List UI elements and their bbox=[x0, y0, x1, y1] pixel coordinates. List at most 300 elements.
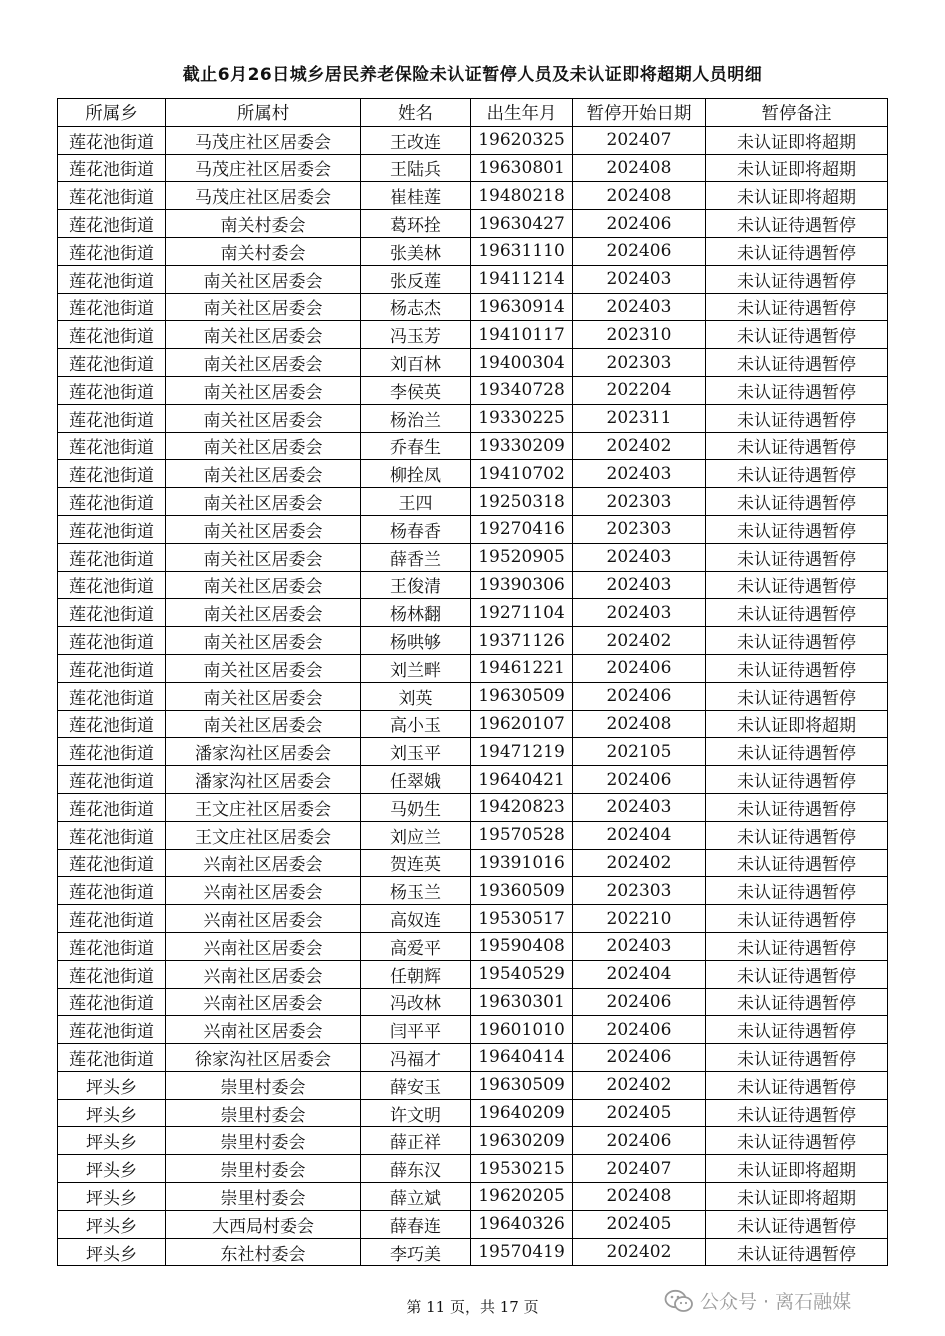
cell-birth-date: 19330225 bbox=[471, 404, 573, 432]
cell-name: 刘兰畔 bbox=[361, 654, 471, 682]
cell-birth-date: 19250318 bbox=[471, 488, 573, 516]
cell-birth-date: 19640209 bbox=[471, 1099, 573, 1127]
table-row bbox=[58, 404, 888, 432]
cell-suspend-start: 202404 bbox=[573, 960, 706, 988]
cell-village: 徐家沟社区居委会 bbox=[166, 1044, 361, 1072]
cell-village: 南关社区居委会 bbox=[166, 710, 361, 738]
cell-suspend-start: 202404 bbox=[573, 821, 706, 849]
cell-suspend-note: 未认证待遇暂停 bbox=[706, 376, 888, 404]
cell-name: 马奶生 bbox=[361, 793, 471, 821]
cell-name: 崔桂莲 bbox=[361, 182, 471, 210]
cell-township: 莲花池街道 bbox=[58, 821, 166, 849]
header-name: 姓名 bbox=[361, 99, 471, 127]
cell-suspend-note: 未认证待遇暂停 bbox=[706, 321, 888, 349]
cell-suspend-start: 202402 bbox=[573, 849, 706, 877]
cell-township: 莲花池街道 bbox=[58, 321, 166, 349]
cell-suspend-start: 202403 bbox=[573, 543, 706, 571]
cell-suspend-start: 202303 bbox=[573, 877, 706, 905]
cell-suspend-note: 未认证待遇暂停 bbox=[706, 404, 888, 432]
cell-birth-date: 19271104 bbox=[471, 599, 573, 627]
table-row bbox=[58, 821, 888, 849]
cell-birth-date: 19471219 bbox=[471, 738, 573, 766]
table-row bbox=[58, 766, 888, 794]
cell-birth-date: 19620325 bbox=[471, 126, 573, 154]
table-row bbox=[58, 738, 888, 766]
cell-suspend-note: 未认证待遇暂停 bbox=[706, 543, 888, 571]
cell-birth-date: 19340728 bbox=[471, 376, 573, 404]
cell-name: 薛春连 bbox=[361, 1210, 471, 1238]
cell-township: 莲花池街道 bbox=[58, 738, 166, 766]
cell-birth-date: 19540529 bbox=[471, 960, 573, 988]
cell-suspend-start: 202405 bbox=[573, 1099, 706, 1127]
cell-name: 薛立斌 bbox=[361, 1183, 471, 1211]
cell-suspend-start: 202402 bbox=[573, 1071, 706, 1099]
cell-village: 南关社区居委会 bbox=[166, 404, 361, 432]
cell-suspend-start: 202402 bbox=[573, 1238, 706, 1266]
cell-suspend-start: 202406 bbox=[573, 988, 706, 1016]
cell-village: 南关社区居委会 bbox=[166, 599, 361, 627]
cell-birth-date: 19640421 bbox=[471, 766, 573, 794]
table-row bbox=[58, 349, 888, 377]
cell-suspend-note: 未认证即将超期 bbox=[706, 710, 888, 738]
cell-birth-date: 19640326 bbox=[471, 1210, 573, 1238]
cell-village: 南关社区居委会 bbox=[166, 349, 361, 377]
cell-birth-date: 19640414 bbox=[471, 1044, 573, 1072]
cell-suspend-note: 未认证待遇暂停 bbox=[706, 821, 888, 849]
header-village: 所属村 bbox=[166, 99, 361, 127]
cell-township: 莲花池街道 bbox=[58, 349, 166, 377]
cell-suspend-start: 202403 bbox=[573, 571, 706, 599]
cell-township: 坪头乡 bbox=[58, 1238, 166, 1266]
cell-suspend-start: 202311 bbox=[573, 404, 706, 432]
cell-name: 闫平平 bbox=[361, 1016, 471, 1044]
cell-village: 崇里村委会 bbox=[166, 1127, 361, 1155]
cell-village: 南关社区居委会 bbox=[166, 432, 361, 460]
cell-village: 南关社区居委会 bbox=[166, 460, 361, 488]
cell-suspend-note: 未认证待遇暂停 bbox=[706, 432, 888, 460]
table-row bbox=[58, 488, 888, 516]
cell-township: 莲花池街道 bbox=[58, 237, 166, 265]
cell-suspend-start: 202408 bbox=[573, 710, 706, 738]
table-header-row bbox=[58, 99, 888, 127]
cell-village: 王文庄社区居委会 bbox=[166, 821, 361, 849]
cell-birth-date: 19630801 bbox=[471, 154, 573, 182]
cell-village: 南关社区居委会 bbox=[166, 515, 361, 543]
table-row bbox=[58, 682, 888, 710]
cell-birth-date: 19630509 bbox=[471, 1071, 573, 1099]
table-row bbox=[58, 182, 888, 210]
cell-birth-date: 19620205 bbox=[471, 1183, 573, 1211]
data-table bbox=[57, 98, 888, 1266]
cell-suspend-note: 未认证待遇暂停 bbox=[706, 210, 888, 238]
cell-birth-date: 19390306 bbox=[471, 571, 573, 599]
table-row bbox=[58, 321, 888, 349]
page-number: 第 11 页，共 17 页 bbox=[406, 1298, 539, 1316]
cell-village: 东社村委会 bbox=[166, 1238, 361, 1266]
table-row bbox=[58, 905, 888, 933]
cell-suspend-start: 202408 bbox=[573, 154, 706, 182]
cell-suspend-note: 未认证待遇暂停 bbox=[706, 265, 888, 293]
header-township: 所属乡 bbox=[58, 99, 166, 127]
cell-township: 坪头乡 bbox=[58, 1071, 166, 1099]
cell-birth-date: 19590408 bbox=[471, 932, 573, 960]
cell-village: 马茂庄社区居委会 bbox=[166, 182, 361, 210]
cell-suspend-start: 202407 bbox=[573, 126, 706, 154]
cell-village: 兴南社区居委会 bbox=[166, 960, 361, 988]
cell-name: 张反莲 bbox=[361, 265, 471, 293]
cell-village: 崇里村委会 bbox=[166, 1099, 361, 1127]
cell-village: 兴南社区居委会 bbox=[166, 1016, 361, 1044]
cell-village: 潘家沟社区居委会 bbox=[166, 766, 361, 794]
cell-name: 王俊清 bbox=[361, 571, 471, 599]
cell-village: 南关社区居委会 bbox=[166, 654, 361, 682]
cell-suspend-start: 202310 bbox=[573, 321, 706, 349]
cell-township: 莲花池街道 bbox=[58, 404, 166, 432]
cell-name: 杨玉兰 bbox=[361, 877, 471, 905]
cell-name: 王陆兵 bbox=[361, 154, 471, 182]
cell-name: 薛正祥 bbox=[361, 1127, 471, 1155]
cell-suspend-note: 未认证待遇暂停 bbox=[706, 849, 888, 877]
cell-village: 南关社区居委会 bbox=[166, 571, 361, 599]
cell-village: 崇里村委会 bbox=[166, 1183, 361, 1211]
cell-suspend-note: 未认证待遇暂停 bbox=[706, 1210, 888, 1238]
cell-suspend-start: 202406 bbox=[573, 682, 706, 710]
cell-suspend-start: 202406 bbox=[573, 210, 706, 238]
cell-suspend-start: 202406 bbox=[573, 654, 706, 682]
cell-birth-date: 19410702 bbox=[471, 460, 573, 488]
cell-township: 坪头乡 bbox=[58, 1155, 166, 1183]
header-birth-date: 出生年月 bbox=[471, 99, 573, 127]
cell-township: 莲花池街道 bbox=[58, 849, 166, 877]
cell-suspend-start: 202402 bbox=[573, 627, 706, 655]
header-suspend-note: 暂停备注 bbox=[706, 99, 888, 127]
cell-name: 冯改林 bbox=[361, 988, 471, 1016]
cell-township: 莲花池街道 bbox=[58, 182, 166, 210]
table-row bbox=[58, 265, 888, 293]
cell-suspend-start: 202403 bbox=[573, 293, 706, 321]
table-row bbox=[58, 793, 888, 821]
cell-birth-date: 19570528 bbox=[471, 821, 573, 849]
table-row bbox=[58, 1155, 888, 1183]
cell-name: 柳拴凤 bbox=[361, 460, 471, 488]
cell-village: 南关社区居委会 bbox=[166, 682, 361, 710]
cell-township: 莲花池街道 bbox=[58, 988, 166, 1016]
cell-village: 马茂庄社区居委会 bbox=[166, 126, 361, 154]
cell-suspend-note: 未认证即将超期 bbox=[706, 182, 888, 210]
table-row bbox=[58, 1016, 888, 1044]
cell-suspend-note: 未认证待遇暂停 bbox=[706, 793, 888, 821]
cell-suspend-note: 未认证待遇暂停 bbox=[706, 293, 888, 321]
cell-name: 任翠娥 bbox=[361, 766, 471, 794]
cell-township: 莲花池街道 bbox=[58, 376, 166, 404]
cell-name: 薛东汉 bbox=[361, 1155, 471, 1183]
cell-birth-date: 19620107 bbox=[471, 710, 573, 738]
cell-birth-date: 19570419 bbox=[471, 1238, 573, 1266]
cell-suspend-note: 未认证待遇暂停 bbox=[706, 1016, 888, 1044]
table-row bbox=[58, 126, 888, 154]
cell-suspend-note: 未认证待遇暂停 bbox=[706, 1238, 888, 1266]
cell-township: 莲花池街道 bbox=[58, 710, 166, 738]
cell-village: 南关社区居委会 bbox=[166, 627, 361, 655]
cell-name: 杨林翻 bbox=[361, 599, 471, 627]
cell-suspend-note: 未认证待遇暂停 bbox=[706, 1071, 888, 1099]
cell-suspend-start: 202406 bbox=[573, 1044, 706, 1072]
cell-township: 莲花池街道 bbox=[58, 905, 166, 933]
table-row bbox=[58, 543, 888, 571]
cell-suspend-start: 202303 bbox=[573, 515, 706, 543]
cell-suspend-start: 202408 bbox=[573, 182, 706, 210]
cell-township: 坪头乡 bbox=[58, 1099, 166, 1127]
cell-suspend-start: 202403 bbox=[573, 265, 706, 293]
cell-suspend-note: 未认证待遇暂停 bbox=[706, 1099, 888, 1127]
cell-suspend-note: 未认证即将超期 bbox=[706, 1183, 888, 1211]
cell-township: 莲花池街道 bbox=[58, 154, 166, 182]
cell-birth-date: 19630209 bbox=[471, 1127, 573, 1155]
cell-name: 任朝辉 bbox=[361, 960, 471, 988]
cell-birth-date: 19630427 bbox=[471, 210, 573, 238]
cell-suspend-note: 未认证待遇暂停 bbox=[706, 599, 888, 627]
cell-township: 莲花池街道 bbox=[58, 682, 166, 710]
cell-suspend-start: 202303 bbox=[573, 349, 706, 377]
cell-township: 莲花池街道 bbox=[58, 571, 166, 599]
cell-suspend-note: 未认证即将超期 bbox=[706, 1155, 888, 1183]
cell-birth-date: 19410117 bbox=[471, 321, 573, 349]
cell-township: 莲花池街道 bbox=[58, 1044, 166, 1072]
cell-suspend-note: 未认证即将超期 bbox=[706, 126, 888, 154]
table-row bbox=[58, 1238, 888, 1266]
cell-village: 南关村委会 bbox=[166, 237, 361, 265]
cell-township: 莲花池街道 bbox=[58, 460, 166, 488]
cell-village: 南关社区居委会 bbox=[166, 543, 361, 571]
cell-suspend-note: 未认证待遇暂停 bbox=[706, 932, 888, 960]
cell-suspend-note: 未认证待遇暂停 bbox=[706, 571, 888, 599]
cell-township: 莲花池街道 bbox=[58, 627, 166, 655]
cell-birth-date: 19330209 bbox=[471, 432, 573, 460]
cell-suspend-note: 未认证待遇暂停 bbox=[706, 988, 888, 1016]
cell-township: 莲花池街道 bbox=[58, 960, 166, 988]
cell-name: 刘玉平 bbox=[361, 738, 471, 766]
cell-suspend-start: 202406 bbox=[573, 237, 706, 265]
cell-name: 高小玉 bbox=[361, 710, 471, 738]
cell-village: 南关社区居委会 bbox=[166, 376, 361, 404]
table-row bbox=[58, 654, 888, 682]
cell-name: 贺连英 bbox=[361, 849, 471, 877]
cell-suspend-start: 202303 bbox=[573, 488, 706, 516]
cell-suspend-note: 未认证待遇暂停 bbox=[706, 237, 888, 265]
cell-village: 崇里村委会 bbox=[166, 1155, 361, 1183]
table-row bbox=[58, 1183, 888, 1211]
table-row bbox=[58, 1127, 888, 1155]
cell-township: 坪头乡 bbox=[58, 1127, 166, 1155]
table-row bbox=[58, 1210, 888, 1238]
cell-name: 葛环拴 bbox=[361, 210, 471, 238]
cell-village: 南关社区居委会 bbox=[166, 321, 361, 349]
cell-township: 莲花池街道 bbox=[58, 210, 166, 238]
cell-birth-date: 19360509 bbox=[471, 877, 573, 905]
cell-village: 兴南社区居委会 bbox=[166, 905, 361, 933]
cell-suspend-note: 未认证待遇暂停 bbox=[706, 1127, 888, 1155]
cell-suspend-note: 未认证待遇暂停 bbox=[706, 1044, 888, 1072]
cell-birth-date: 19391016 bbox=[471, 849, 573, 877]
cell-name: 杨春香 bbox=[361, 515, 471, 543]
cell-name: 王改连 bbox=[361, 126, 471, 154]
cell-village: 潘家沟社区居委会 bbox=[166, 738, 361, 766]
cell-name: 刘英 bbox=[361, 682, 471, 710]
cell-village: 南关社区居委会 bbox=[166, 265, 361, 293]
cell-name: 冯玉芳 bbox=[361, 321, 471, 349]
cell-name: 高爱平 bbox=[361, 932, 471, 960]
cell-village: 崇里村委会 bbox=[166, 1071, 361, 1099]
cell-suspend-start: 202406 bbox=[573, 766, 706, 794]
cell-suspend-note: 未认证待遇暂停 bbox=[706, 515, 888, 543]
cell-birth-date: 19631110 bbox=[471, 237, 573, 265]
cell-birth-date: 19530517 bbox=[471, 905, 573, 933]
table-row bbox=[58, 237, 888, 265]
cell-birth-date: 19630509 bbox=[471, 682, 573, 710]
cell-name: 薛安玉 bbox=[361, 1071, 471, 1099]
cell-name: 薛香兰 bbox=[361, 543, 471, 571]
watermark-text: 公众号 · 离石融媒 bbox=[700, 1291, 852, 1313]
table-row bbox=[58, 376, 888, 404]
cell-suspend-start: 202403 bbox=[573, 793, 706, 821]
cell-village: 王文庄社区居委会 bbox=[166, 793, 361, 821]
cell-birth-date: 19601010 bbox=[471, 1016, 573, 1044]
table-row bbox=[58, 154, 888, 182]
table-row bbox=[58, 1044, 888, 1072]
table-row bbox=[58, 432, 888, 460]
cell-township: 莲花池街道 bbox=[58, 488, 166, 516]
table-row bbox=[58, 293, 888, 321]
watermark bbox=[664, 1287, 851, 1314]
table-row bbox=[58, 210, 888, 238]
cell-birth-date: 19411214 bbox=[471, 265, 573, 293]
cell-suspend-note: 未认证待遇暂停 bbox=[706, 488, 888, 516]
cell-birth-date: 19480218 bbox=[471, 182, 573, 210]
cell-suspend-note: 未认证待遇暂停 bbox=[706, 460, 888, 488]
cell-township: 莲花池街道 bbox=[58, 793, 166, 821]
cell-name: 乔春生 bbox=[361, 432, 471, 460]
table-body bbox=[58, 126, 888, 1266]
table-row bbox=[58, 988, 888, 1016]
cell-name: 张美林 bbox=[361, 237, 471, 265]
cell-birth-date: 19530215 bbox=[471, 1155, 573, 1183]
cell-birth-date: 19630301 bbox=[471, 988, 573, 1016]
cell-birth-date: 19371126 bbox=[471, 627, 573, 655]
cell-suspend-note: 未认证待遇暂停 bbox=[706, 877, 888, 905]
cell-name: 高奴连 bbox=[361, 905, 471, 933]
cell-village: 兴南社区居委会 bbox=[166, 988, 361, 1016]
cell-township: 莲花池街道 bbox=[58, 126, 166, 154]
cell-suspend-note: 未认证待遇暂停 bbox=[706, 766, 888, 794]
table-row bbox=[58, 627, 888, 655]
cell-suspend-note: 未认证待遇暂停 bbox=[706, 738, 888, 766]
cell-suspend-start: 202407 bbox=[573, 1155, 706, 1183]
cell-name: 杨志杰 bbox=[361, 293, 471, 321]
cell-village: 兴南社区居委会 bbox=[166, 849, 361, 877]
cell-suspend-start: 202204 bbox=[573, 376, 706, 404]
cell-village: 马茂庄社区居委会 bbox=[166, 154, 361, 182]
cell-village: 南关社区居委会 bbox=[166, 488, 361, 516]
table-row bbox=[58, 460, 888, 488]
cell-township: 莲花池街道 bbox=[58, 766, 166, 794]
cell-village: 兴南社区居委会 bbox=[166, 877, 361, 905]
cell-suspend-note: 未认证待遇暂停 bbox=[706, 960, 888, 988]
cell-suspend-note: 未认证待遇暂停 bbox=[706, 627, 888, 655]
cell-township: 莲花池街道 bbox=[58, 265, 166, 293]
cell-name: 许文明 bbox=[361, 1099, 471, 1127]
cell-village: 兴南社区居委会 bbox=[166, 932, 361, 960]
cell-township: 莲花池街道 bbox=[58, 932, 166, 960]
cell-name: 杨治兰 bbox=[361, 404, 471, 432]
cell-suspend-start: 202402 bbox=[573, 432, 706, 460]
cell-township: 坪头乡 bbox=[58, 1210, 166, 1238]
wechat-icon bbox=[664, 1289, 694, 1313]
cell-suspend-start: 202403 bbox=[573, 460, 706, 488]
cell-suspend-note: 未认证待遇暂停 bbox=[706, 905, 888, 933]
cell-township: 莲花池街道 bbox=[58, 543, 166, 571]
cell-birth-date: 19420823 bbox=[471, 793, 573, 821]
cell-birth-date: 19400304 bbox=[471, 349, 573, 377]
cell-suspend-note: 未认证待遇暂停 bbox=[706, 654, 888, 682]
cell-village: 南关社区居委会 bbox=[166, 293, 361, 321]
cell-birth-date: 19520905 bbox=[471, 543, 573, 571]
document-title: 截止6月26日城乡居民养老保险未认证暂停人员及未认证即将超期人员明细 bbox=[182, 65, 763, 85]
cell-name: 李巧美 bbox=[361, 1238, 471, 1266]
table-row bbox=[58, 1099, 888, 1127]
cell-birth-date: 19270416 bbox=[471, 515, 573, 543]
cell-suspend-note: 未认证待遇暂停 bbox=[706, 349, 888, 377]
cell-township: 莲花池街道 bbox=[58, 515, 166, 543]
cell-suspend-start: 202406 bbox=[573, 1127, 706, 1155]
cell-village: 南关村委会 bbox=[166, 210, 361, 238]
header-suspend-start: 暂停开始日期 bbox=[573, 99, 706, 127]
table-row bbox=[58, 849, 888, 877]
cell-township: 莲花池街道 bbox=[58, 877, 166, 905]
cell-suspend-start: 202408 bbox=[573, 1183, 706, 1211]
cell-township: 莲花池街道 bbox=[58, 599, 166, 627]
cell-name: 李侯英 bbox=[361, 376, 471, 404]
cell-birth-date: 19630914 bbox=[471, 293, 573, 321]
cell-birth-date: 19461221 bbox=[471, 654, 573, 682]
cell-name: 杨哄够 bbox=[361, 627, 471, 655]
cell-name: 冯福才 bbox=[361, 1044, 471, 1072]
table-row bbox=[58, 932, 888, 960]
cell-suspend-start: 202403 bbox=[573, 599, 706, 627]
cell-name: 刘百林 bbox=[361, 349, 471, 377]
cell-village: 大西局村委会 bbox=[166, 1210, 361, 1238]
cell-suspend-start: 202405 bbox=[573, 1210, 706, 1238]
table-row bbox=[58, 710, 888, 738]
cell-township: 莲花池街道 bbox=[58, 293, 166, 321]
cell-suspend-note: 未认证待遇暂停 bbox=[706, 682, 888, 710]
cell-township: 莲花池街道 bbox=[58, 432, 166, 460]
cell-suspend-start: 202403 bbox=[573, 932, 706, 960]
cell-suspend-note: 未认证即将超期 bbox=[706, 154, 888, 182]
table-row bbox=[58, 1071, 888, 1099]
cell-suspend-start: 202105 bbox=[573, 738, 706, 766]
cell-township: 莲花池街道 bbox=[58, 654, 166, 682]
cell-township: 莲花池街道 bbox=[58, 1016, 166, 1044]
cell-name: 刘应兰 bbox=[361, 821, 471, 849]
table-row bbox=[58, 960, 888, 988]
cell-name: 王四 bbox=[361, 488, 471, 516]
cell-suspend-start: 202210 bbox=[573, 905, 706, 933]
table-row bbox=[58, 877, 888, 905]
cell-township: 坪头乡 bbox=[58, 1183, 166, 1211]
cell-suspend-start: 202406 bbox=[573, 1016, 706, 1044]
table-row bbox=[58, 599, 888, 627]
table-row bbox=[58, 571, 888, 599]
